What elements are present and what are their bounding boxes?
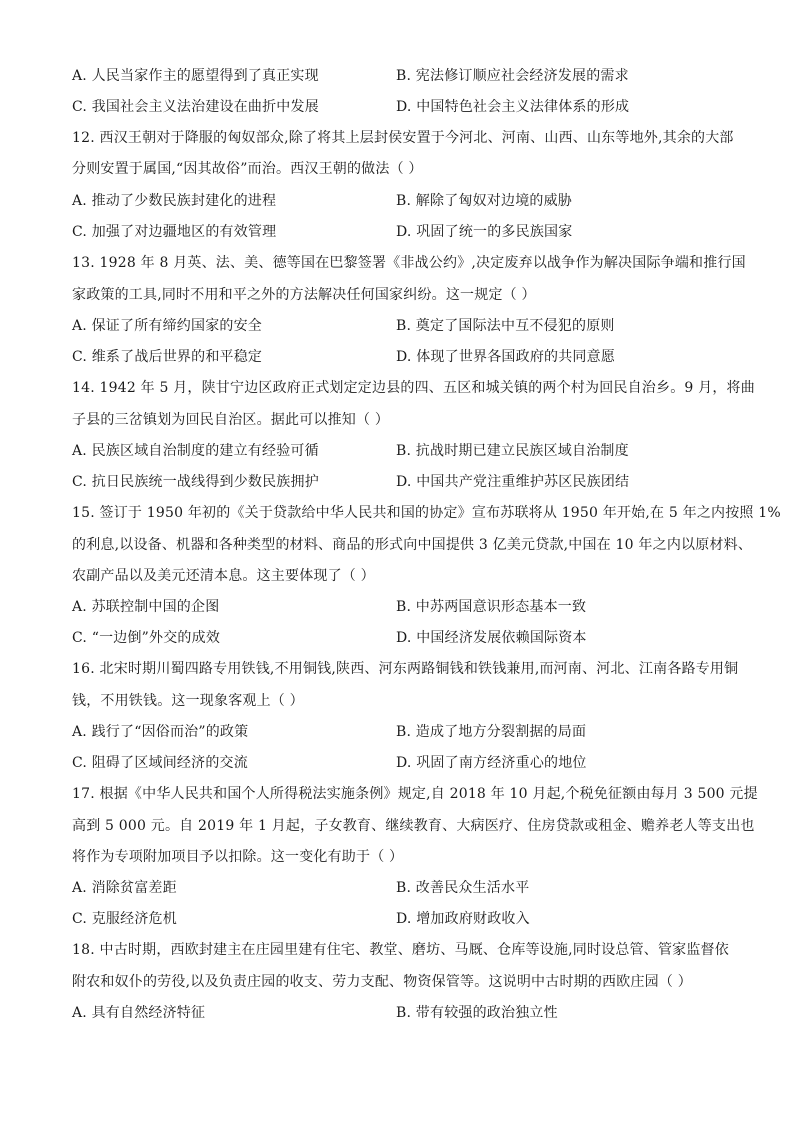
- q17-option-c: C. 克服经济危机: [72, 911, 177, 927]
- q16-option-a: A. 践行了“因俗而治”的政策: [72, 724, 249, 740]
- q12-option-b: B. 解除了匈奴对边境的威胁: [396, 193, 572, 209]
- q18-stem-line-2: 附农和奴仆的劳役,以及负责庄园的收支、劳力支配、物资保管等。这说明中古时期的西欧庄园（ ）: [72, 974, 692, 990]
- q12-option-d: D. 巩固了统一的多民族国家: [396, 224, 573, 240]
- q11-option-d: D. 中国特色社会主义法律体系的形成: [396, 99, 630, 115]
- q13-stem-line-2: 家政策的工具,同时不用和平之外的方法解决任何国家纠纷。这一规定（ ）: [72, 287, 536, 303]
- q17-stem-line-3: 将作为专项附加项目予以扣除。这一变化有助于（ ）: [72, 849, 404, 865]
- q16-option-c: C. 阻碍了区域间经济的交流: [72, 755, 248, 771]
- q15-stem-line-3: 农副产品以及美元还清本息。这主要体现了（ ）: [72, 568, 375, 584]
- q12-stem-line-2: 分则安置于属国,“因其故俗”而治。西汉王朝的做法（ ）: [72, 161, 423, 177]
- q17-option-a: A. 消除贫富差距: [72, 880, 177, 896]
- q14-stem-line-1: 14. 1942 年 5 月，陕甘宁边区政府正式划定定边县的四、五区和城关镇的两个村为回民自治乡。9 月，将曲: [72, 380, 755, 396]
- q14-stem-line-2: 子县的三岔镇划为回民自治区。据此可以推知（ ）: [72, 412, 390, 428]
- q18-stem-line-1: 18. 中古时期，西欧封建主在庄园里建有住宅、教堂、磨坊、马厩、仓库等设施,同时设总管、管家监督依: [72, 942, 729, 958]
- q11-option-a: A. 人民当家作主的愿望得到了真正实现: [72, 68, 319, 84]
- q17-stem-line-2: 高到 5 000 元。自 2019 年 1 月起，子女教育、继续教育、大病医疗、住房贷款或租金、赡养老人等支出也: [72, 818, 755, 834]
- q12-option-c: C. 加强了对边疆地区的有效管理: [72, 224, 277, 240]
- q16-stem-line-2: 钱，不用铁钱。这一现象客观上（ ）: [72, 693, 304, 709]
- q15-stem-line-1: 15. 签订于 1950 年初的《关于贷款给中华人民共和国的协定》宣布苏联将从 1950 年开始,在 5 年之内按照 1%: [72, 505, 781, 521]
- q11-option-c: C. 我国社会主义法治建设在曲折中发展: [72, 99, 319, 115]
- q12-option-a: A. 推动了少数民族封建化的进程: [72, 193, 277, 209]
- q13-option-a: A. 保证了所有缔约国家的安全: [72, 318, 263, 334]
- q13-option-c: C. 维系了战后世界的和平稳定: [72, 349, 263, 365]
- q15-option-c: C. “一边倒”外交的成效: [72, 630, 221, 646]
- q15-option-d: D. 中国经济发展依赖国际资本: [396, 630, 587, 646]
- q18-option-a: A. 具有自然经济特征: [72, 1005, 206, 1021]
- q18-option-b: B. 带有较强的政治独立性: [396, 1005, 558, 1021]
- q11-option-b: B. 宪法修订顺应社会经济发展的需求: [396, 68, 629, 84]
- q15-option-b: B. 中苏两国意识形态基本一致: [396, 599, 587, 615]
- q17-stem-line-1: 17. 根据《中华人民共和国个人所得税法实施条例》规定,自 2018 年 10 月起,个税免征额由每月 3 500 元提: [72, 786, 758, 802]
- q14-option-a: A. 民族区域自治制度的建立有经验可循: [72, 443, 319, 459]
- q15-option-a: A. 苏联控制中国的企图: [72, 599, 220, 615]
- q13-stem-line-1: 13. 1928 年 8 月英、法、美、德等国在巴黎签署《非战公约》,决定废弃以战争作为解决国际争端和推行国: [72, 255, 746, 271]
- q14-option-b: B. 抗战时期已建立民族区域自治制度: [396, 443, 629, 459]
- q13-option-d: D. 体现了世界各国政府的共同意愿: [396, 349, 616, 365]
- q12-stem-line-1: 12. 西汉王朝对于降服的匈奴部众,除了将其上层封侯安置于今河北、河南、山西、山东等地外,其余的大部: [72, 130, 734, 146]
- q17-option-d: D. 增加政府财政收入: [396, 911, 530, 927]
- q14-option-d: D. 中国共产党注重维护苏区民族团结: [396, 474, 630, 490]
- q15-stem-line-2: 的利息,以设备、机器和各种类型的材料、商品的形式向中国提供 3 亿美元贷款,中国在 10 年之内以原材料、: [72, 537, 753, 553]
- q17-option-b: B. 改善民众生活水平: [396, 880, 530, 896]
- q16-option-d: D. 巩固了南方经济重心的地位: [396, 755, 587, 771]
- q16-stem-line-1: 16. 北宋时期川蜀四路专用铁钱,不用铜钱,陕西、河东两路铜钱和铁钱兼用,而河南、河北、江南各路专用铜: [72, 661, 739, 677]
- q14-option-c: C. 抗日民族统一战线得到少数民族拥护: [72, 474, 319, 490]
- q16-option-b: B. 造成了地方分裂割据的局面: [396, 724, 587, 740]
- q13-option-b: B. 奠定了国际法中互不侵犯的原则: [396, 318, 615, 334]
